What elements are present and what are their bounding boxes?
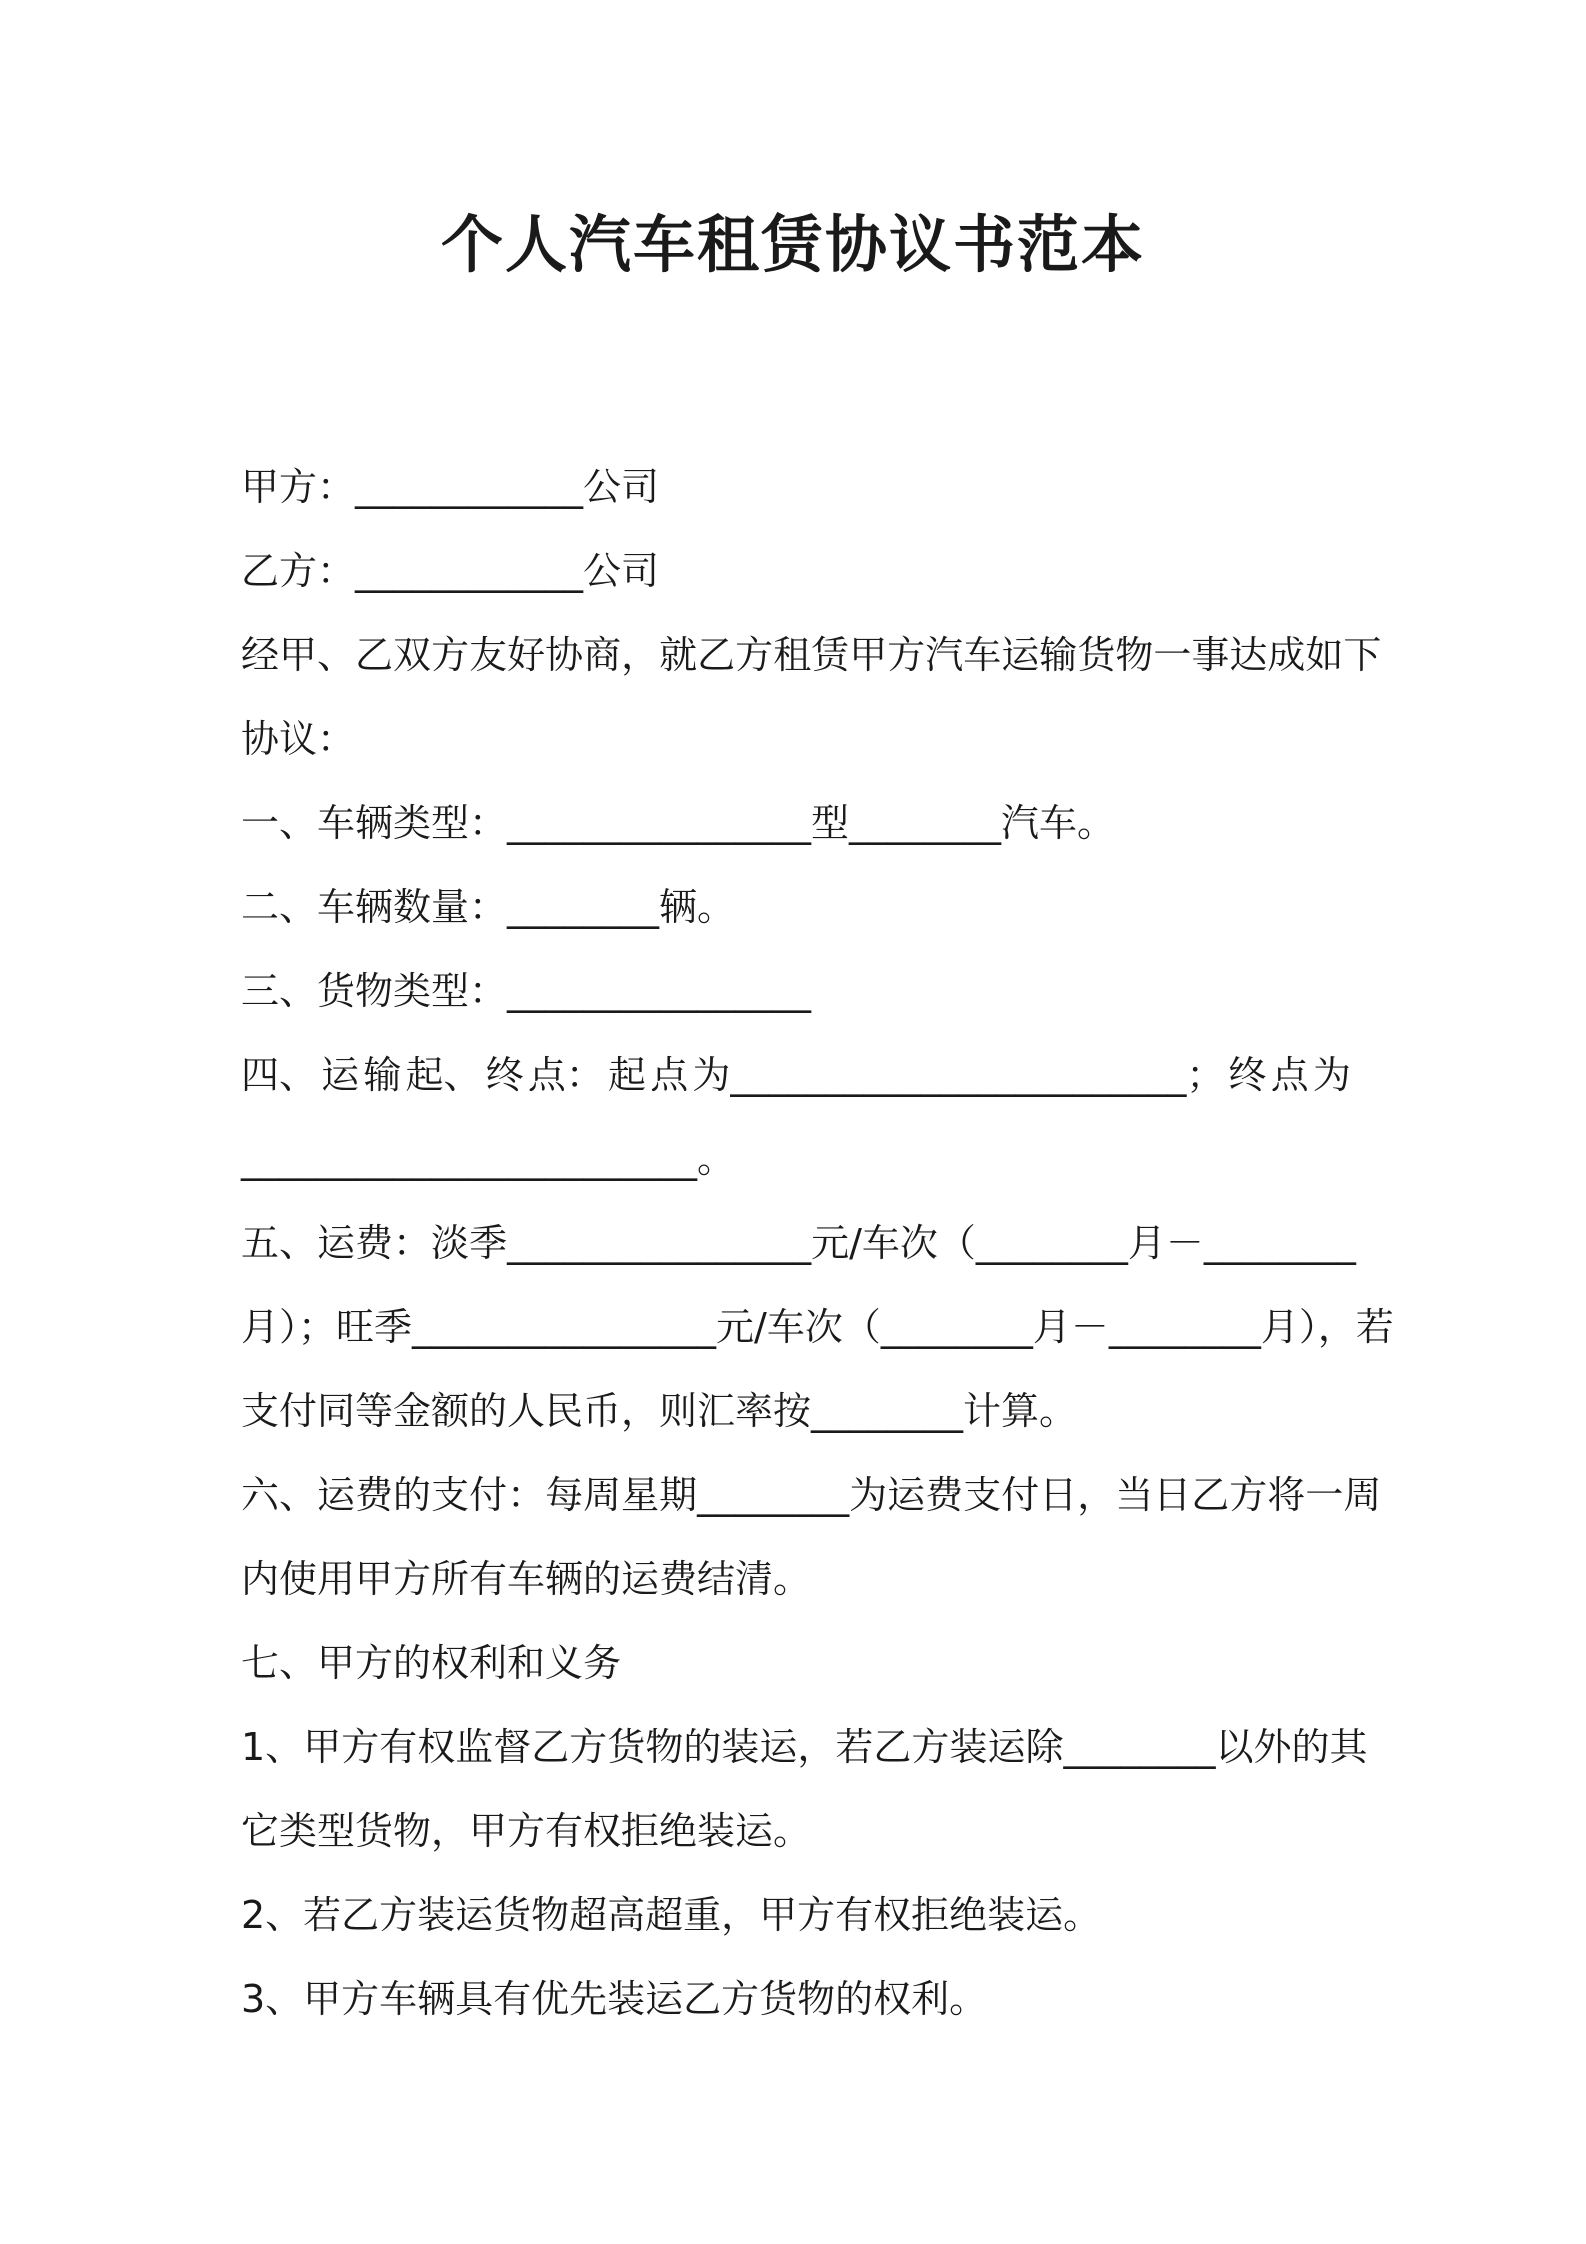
document-title: 个人汽车租赁协议书范本 <box>440 208 1145 281</box>
line-text-segment: 为 <box>1312 1053 1351 1097</box>
line-text-segment: 运 <box>317 1473 356 1517</box>
line-text-segment: 当 <box>1115 1473 1154 1517</box>
line-text-segment: 四、 <box>241 1053 318 1097</box>
line-text-segment: 的 <box>683 1725 722 1769</box>
line-text-segment: 督 <box>493 1725 532 1769</box>
line-text-segment: 方 <box>887 633 926 677</box>
line-text-segment: 内使用甲方所有车辆的运费结清。 <box>241 1557 812 1601</box>
line-text-segment: 一 <box>1153 633 1192 677</box>
line-text-segment: 的 <box>1291 1725 1330 1769</box>
line-text-segment: 费 <box>355 1473 394 1517</box>
line-text-segment: 点 <box>1270 1053 1309 1097</box>
line-text-segment: 1、 <box>241 1725 304 1769</box>
line-text-segment: 乙 <box>355 633 394 677</box>
document-line <box>241 697 1351 781</box>
line-text-segment: 方 <box>1229 1473 1268 1517</box>
document-line <box>241 1957 1351 2041</box>
document-line <box>241 1789 1351 1873</box>
line-text-segment: 周 <box>1343 1473 1382 1517</box>
line-text-segment: 输 <box>1039 633 1078 677</box>
line-text-segment: 支 <box>963 1473 1002 1517</box>
document-line <box>241 445 1351 529</box>
line-text-segment: 费： <box>355 1221 432 1265</box>
line-text-segment: 外 <box>1253 1725 1292 1769</box>
document-line <box>241 529 1351 613</box>
document-line <box>241 1369 1351 1453</box>
line-text-segment: 期________为 <box>659 1473 888 1517</box>
line-text-segment: 货 <box>607 1725 646 1769</box>
document-line <box>241 1537 1351 1621</box>
line-text-segment: 周 <box>583 1473 622 1517</box>
line-text-segment: 次（________月－________ <box>899 1221 1356 1265</box>
line-text-segment: 一 <box>1305 1473 1344 1517</box>
line-text-segment: 达 <box>1229 633 1268 677</box>
line-text-segment: 它类型货物，甲方有权拒绝装运。 <box>241 1809 812 1853</box>
line-text-segment: 甲、 <box>279 633 356 677</box>
line-text-segment: 费 <box>925 1473 964 1517</box>
line-text-segment: 协议： <box>241 717 356 761</box>
line-text-segment: 三、货物类型：________________ <box>241 969 812 1013</box>
line-text-segment: 运 <box>321 1053 360 1097</box>
document-line <box>241 1201 1356 1285</box>
line-text-segment: 为________________________； <box>692 1053 1225 1097</box>
line-text-segment: 商， <box>583 633 660 677</box>
line-text-segment: 付 <box>1001 1473 1040 1517</box>
document-line <box>241 1033 1351 1117</box>
line-text-segment: 其 <box>1329 1725 1368 1769</box>
line-text-segment: 权 <box>417 1725 456 1769</box>
line-text-segment: 终 <box>1228 1053 1267 1097</box>
document-line <box>241 781 1351 865</box>
document-line <box>241 1873 1351 1957</box>
line-text-segment: 日 <box>1153 1473 1192 1517</box>
line-text-segment: 乙 <box>873 1725 912 1769</box>
line-text-segment: 除________以 <box>1025 1725 1254 1769</box>
line-text-segment: 运 <box>317 1221 356 1265</box>
line-text-segment: 租 <box>773 633 812 677</box>
line-text-segment: 星 <box>621 1473 660 1517</box>
line-text-segment: 有 <box>379 1725 418 1769</box>
line-text-segment: 运 <box>1001 633 1040 677</box>
line-text-segment: 监 <box>455 1725 494 1769</box>
line-text-segment: 经 <box>241 633 280 677</box>
line-text-segment: 的 <box>393 1473 432 1517</box>
line-text-segment: 起 <box>608 1053 647 1097</box>
document-line <box>241 1285 1394 1369</box>
line-text-segment: 装 <box>721 1725 760 1769</box>
line-text-segment: 终 <box>485 1053 524 1097</box>
line-text-segment: 每 <box>545 1473 584 1517</box>
line-text-segment: 方 <box>431 633 470 677</box>
line-text-segment: 月）； <box>241 1305 337 1349</box>
line-text-segment: 起、 <box>405 1053 482 1097</box>
line-text-segment: 货 <box>1077 633 1116 677</box>
line-text-segment: 输 <box>363 1053 402 1097</box>
document-line <box>241 1705 1368 1789</box>
line-text-segment: 若 <box>1355 1305 1394 1349</box>
line-text-segment: 下 <box>1343 633 1382 677</box>
document-line <box>241 949 1351 1033</box>
line-text-segment: 装 <box>949 1725 988 1769</box>
line-text-segment: 就 <box>659 633 698 677</box>
line-text-segment: 季________________元/车 <box>374 1305 805 1349</box>
line-text-segment: 支付同等金额的人民币，则汇率按________计算。 <box>241 1389 1078 1433</box>
line-text-segment: 方 <box>569 1725 608 1769</box>
document-body <box>241 445 1394 2041</box>
document-line <box>241 1117 1351 1201</box>
line-text-segment: 双 <box>393 633 432 677</box>
line-text-segment: 方 <box>341 1725 380 1769</box>
line-text-segment: 物 <box>645 1725 684 1769</box>
line-text-segment: 方 <box>735 633 774 677</box>
line-text-segment: 七、甲方的权利和义务 <box>241 1641 622 1685</box>
line-text-segment: 运， <box>759 1725 836 1769</box>
line-text-segment: 3、甲方车辆具有优先装运乙方货物的权利。 <box>241 1977 988 2021</box>
line-text-segment: 点： <box>527 1053 604 1097</box>
line-text-segment: 点 <box>650 1053 689 1097</box>
line-text-segment: 六、 <box>241 1473 318 1517</box>
line-text-segment: 事 <box>1191 633 1230 677</box>
line-text-segment: 若 <box>835 1725 874 1769</box>
line-text-segment: 旺 <box>336 1305 375 1349</box>
line-text-segment: 方 <box>911 1725 950 1769</box>
line-text-segment: 2、若乙方装运货物超高超重，甲方有权拒绝装运。 <box>241 1893 1102 1937</box>
line-text-segment: 物 <box>1115 633 1154 677</box>
line-text-segment: 支 <box>431 1473 470 1517</box>
line-text-segment: 将 <box>1267 1473 1306 1517</box>
line-text-segment: 乙方：____________公司 <box>241 549 660 593</box>
line-text-segment: 二、车辆数量：________辆。 <box>241 885 736 929</box>
line-text-segment: 乙 <box>531 1725 570 1769</box>
line-text-segment: 如 <box>1305 633 1344 677</box>
line-text-segment: 季________________元/车 <box>469 1221 900 1265</box>
document-line <box>241 1621 1351 1705</box>
line-text-segment: 乙 <box>697 633 736 677</box>
line-text-segment: 五、 <box>241 1221 318 1265</box>
line-text-segment: 日， <box>1039 1473 1116 1517</box>
line-text-segment: 一、车辆类型：________________型________汽车。 <box>241 801 1116 845</box>
line-text-segment: 车 <box>963 633 1002 677</box>
line-text-segment: 成 <box>1267 633 1306 677</box>
line-text-segment: 甲 <box>303 1725 342 1769</box>
line-text-segment: 甲方：____________公司 <box>241 465 660 509</box>
line-text-segment: ________________________。 <box>241 1137 736 1181</box>
line-text-segment: 友 <box>469 633 508 677</box>
line-text-segment: 淡 <box>431 1221 470 1265</box>
line-text-segment: 次（________月－________月）， <box>804 1305 1356 1349</box>
line-text-segment: 协 <box>545 633 584 677</box>
document-line <box>241 613 1382 697</box>
line-text-segment: 乙 <box>1191 1473 1230 1517</box>
line-text-segment: 好 <box>507 633 546 677</box>
line-text-segment: 汽 <box>925 633 964 677</box>
line-text-segment: 付： <box>469 1473 546 1517</box>
document-line <box>241 1453 1382 1537</box>
line-text-segment: 甲 <box>849 633 888 677</box>
line-text-segment: 赁 <box>811 633 850 677</box>
line-text-segment: 运 <box>887 1473 926 1517</box>
line-text-segment: 运 <box>987 1725 1026 1769</box>
document-line <box>241 865 1351 949</box>
